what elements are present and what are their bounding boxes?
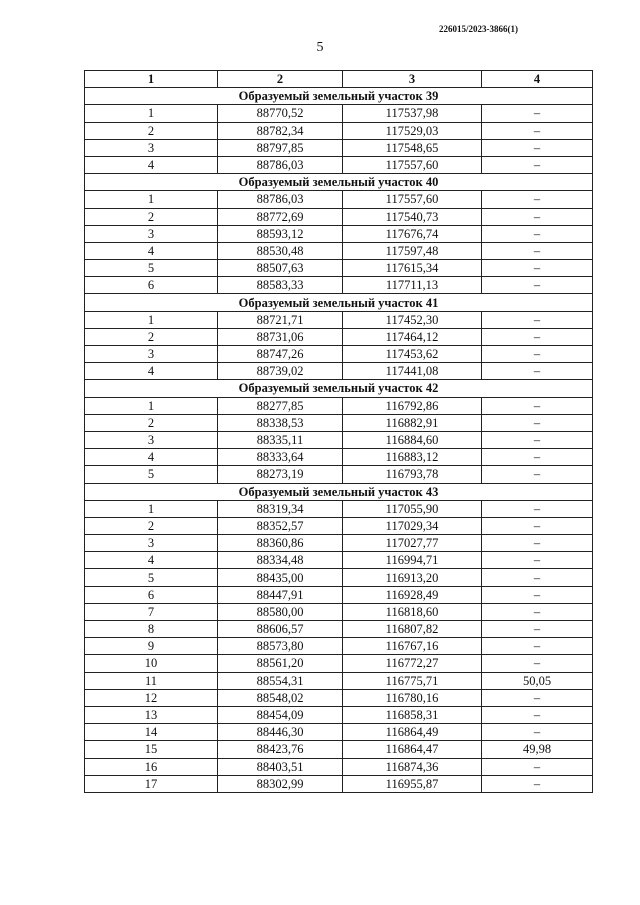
column-4-cell: – <box>482 689 593 706</box>
y-coordinate-cell: 116807,82 <box>343 621 482 638</box>
table-row <box>85 466 593 483</box>
y-coordinate-cell: 117029,34 <box>343 517 482 534</box>
column-4-cell: – <box>482 655 593 672</box>
column-4-cell: – <box>482 517 593 534</box>
page-number: 5 <box>316 40 324 55</box>
point-number-cell: 6 <box>85 586 218 603</box>
table-row <box>85 122 593 139</box>
table-row <box>85 139 593 156</box>
y-coordinate-cell: 116858,31 <box>343 706 482 723</box>
x-coordinate-cell: 88530,48 <box>218 242 343 259</box>
table-row <box>85 638 593 655</box>
x-coordinate-cell: 88334,48 <box>218 552 343 569</box>
y-coordinate-cell: 116775,71 <box>343 672 482 689</box>
column-4-cell: – <box>482 363 593 380</box>
table-row <box>85 328 593 345</box>
y-coordinate-cell: 116994,71 <box>343 552 482 569</box>
column-4-cell: – <box>482 638 593 655</box>
y-coordinate-cell: 117557,60 <box>343 191 482 208</box>
y-coordinate-cell: 117027,77 <box>343 535 482 552</box>
column-4-cell: – <box>482 139 593 156</box>
column-4-cell: – <box>482 724 593 741</box>
x-coordinate-cell: 88786,03 <box>218 191 343 208</box>
section-header-row <box>85 294 593 311</box>
table-row <box>85 260 593 277</box>
coordinates-table <box>84 70 593 793</box>
table-row <box>85 311 593 328</box>
header-row <box>85 71 593 88</box>
column-4-cell: – <box>482 397 593 414</box>
point-number-cell: 9 <box>85 638 218 655</box>
table-row <box>85 191 593 208</box>
document-id: 226015/2023-3866(1) <box>439 24 518 34</box>
point-number-cell: 13 <box>85 706 218 723</box>
x-coordinate-cell: 88507,63 <box>218 260 343 277</box>
y-coordinate-cell: 116884,60 <box>343 431 482 448</box>
y-coordinate-cell: 117441,08 <box>343 363 482 380</box>
column-4-cell: – <box>482 603 593 620</box>
header-cell: 1 <box>85 71 218 88</box>
point-number-cell: 3 <box>85 139 218 156</box>
y-coordinate-cell: 117557,60 <box>343 156 482 173</box>
point-number-cell: 2 <box>85 122 218 139</box>
table-row <box>85 242 593 259</box>
table-row <box>85 397 593 414</box>
x-coordinate-cell: 88403,51 <box>218 758 343 775</box>
x-coordinate-cell: 88561,20 <box>218 655 343 672</box>
y-coordinate-cell: 116874,36 <box>343 758 482 775</box>
point-number-cell: 2 <box>85 414 218 431</box>
x-coordinate-cell: 88548,02 <box>218 689 343 706</box>
point-number-cell: 1 <box>85 191 218 208</box>
point-number-cell: 16 <box>85 758 218 775</box>
y-coordinate-cell: 116792,86 <box>343 397 482 414</box>
column-4-cell: – <box>482 414 593 431</box>
section-title: Образуемый земельный участок 42 <box>85 380 593 397</box>
table-row <box>85 603 593 620</box>
point-number-cell: 7 <box>85 603 218 620</box>
y-coordinate-cell: 117537,98 <box>343 105 482 122</box>
column-4-cell: – <box>482 156 593 173</box>
table-row <box>85 449 593 466</box>
column-4-cell: 49,98 <box>482 741 593 758</box>
header-cell: 3 <box>343 71 482 88</box>
point-number-cell: 3 <box>85 225 218 242</box>
header-cell: 2 <box>218 71 343 88</box>
y-coordinate-cell: 116772,27 <box>343 655 482 672</box>
column-4-cell: – <box>482 122 593 139</box>
point-number-cell: 4 <box>85 449 218 466</box>
x-coordinate-cell: 88772,69 <box>218 208 343 225</box>
point-number-cell: 15 <box>85 741 218 758</box>
column-4-cell: – <box>482 277 593 294</box>
x-coordinate-cell: 88580,00 <box>218 603 343 620</box>
table-row <box>85 535 593 552</box>
table-row <box>85 655 593 672</box>
y-coordinate-cell: 116864,47 <box>343 741 482 758</box>
table-row <box>85 517 593 534</box>
column-4-cell: 50,05 <box>482 672 593 689</box>
column-4-cell: – <box>482 706 593 723</box>
x-coordinate-cell: 88447,91 <box>218 586 343 603</box>
point-number-cell: 4 <box>85 156 218 173</box>
table-row <box>85 689 593 706</box>
point-number-cell: 14 <box>85 724 218 741</box>
column-4-cell: – <box>482 535 593 552</box>
point-number-cell: 1 <box>85 500 218 517</box>
column-4-cell: – <box>482 466 593 483</box>
y-coordinate-cell: 116767,16 <box>343 638 482 655</box>
table-row <box>85 569 593 586</box>
point-number-cell: 1 <box>85 311 218 328</box>
x-coordinate-cell: 88797,85 <box>218 139 343 156</box>
point-number-cell: 2 <box>85 208 218 225</box>
column-4-cell: – <box>482 758 593 775</box>
table-row <box>85 346 593 363</box>
section-header-row <box>85 483 593 500</box>
table-row <box>85 586 593 603</box>
x-coordinate-cell: 88333,64 <box>218 449 343 466</box>
point-number-cell: 3 <box>85 431 218 448</box>
y-coordinate-cell: 117529,03 <box>343 122 482 139</box>
point-number-cell: 17 <box>85 775 218 792</box>
section-header-row <box>85 380 593 397</box>
column-4-cell: – <box>482 346 593 363</box>
x-coordinate-cell: 88335,11 <box>218 431 343 448</box>
table-body <box>85 88 593 793</box>
column-4-cell: – <box>482 431 593 448</box>
column-4-cell: – <box>482 242 593 259</box>
section-title: Образуемый земельный участок 39 <box>85 88 593 105</box>
point-number-cell: 4 <box>85 242 218 259</box>
point-number-cell: 2 <box>85 328 218 345</box>
x-coordinate-cell: 88583,33 <box>218 277 343 294</box>
table-row <box>85 277 593 294</box>
x-coordinate-cell: 88446,30 <box>218 724 343 741</box>
column-4-cell: – <box>482 552 593 569</box>
column-4-cell: – <box>482 569 593 586</box>
table-row <box>85 672 593 689</box>
x-coordinate-cell: 88454,09 <box>218 706 343 723</box>
column-4-cell: – <box>482 208 593 225</box>
table-row <box>85 552 593 569</box>
y-coordinate-cell: 117055,90 <box>343 500 482 517</box>
table-row <box>85 414 593 431</box>
column-4-cell: – <box>482 621 593 638</box>
y-coordinate-cell: 117676,74 <box>343 225 482 242</box>
column-4-cell: – <box>482 449 593 466</box>
section-title: Образуемый земельный участок 41 <box>85 294 593 311</box>
table-row <box>85 621 593 638</box>
column-4-cell: – <box>482 225 593 242</box>
y-coordinate-cell: 117548,65 <box>343 139 482 156</box>
y-coordinate-cell: 116864,49 <box>343 724 482 741</box>
table-row <box>85 225 593 242</box>
column-4-cell: – <box>482 105 593 122</box>
section-title: Образуемый земельный участок 43 <box>85 483 593 500</box>
y-coordinate-cell: 117453,62 <box>343 346 482 363</box>
x-coordinate-cell: 88435,00 <box>218 569 343 586</box>
x-coordinate-cell: 88352,57 <box>218 517 343 534</box>
point-number-cell: 5 <box>85 466 218 483</box>
point-number-cell: 4 <box>85 552 218 569</box>
y-coordinate-cell: 116780,16 <box>343 689 482 706</box>
x-coordinate-cell: 88573,80 <box>218 638 343 655</box>
y-coordinate-cell: 116928,49 <box>343 586 482 603</box>
x-coordinate-cell: 88423,76 <box>218 741 343 758</box>
point-number-cell: 6 <box>85 277 218 294</box>
y-coordinate-cell: 117597,48 <box>343 242 482 259</box>
point-number-cell: 11 <box>85 672 218 689</box>
table-row <box>85 431 593 448</box>
point-number-cell: 1 <box>85 105 218 122</box>
y-coordinate-cell: 116883,12 <box>343 449 482 466</box>
point-number-cell: 5 <box>85 260 218 277</box>
x-coordinate-cell: 88606,57 <box>218 621 343 638</box>
x-coordinate-cell: 88273,19 <box>218 466 343 483</box>
point-number-cell: 3 <box>85 535 218 552</box>
point-number-cell: 8 <box>85 621 218 638</box>
column-4-cell: – <box>482 586 593 603</box>
point-number-cell: 2 <box>85 517 218 534</box>
x-coordinate-cell: 88302,99 <box>218 775 343 792</box>
column-4-cell: – <box>482 775 593 792</box>
x-coordinate-cell: 88593,12 <box>218 225 343 242</box>
y-coordinate-cell: 117452,30 <box>343 311 482 328</box>
section-header-row <box>85 174 593 191</box>
table-row <box>85 741 593 758</box>
table-row <box>85 363 593 380</box>
column-4-cell: – <box>482 328 593 345</box>
point-number-cell: 3 <box>85 346 218 363</box>
x-coordinate-cell: 88731,06 <box>218 328 343 345</box>
x-coordinate-cell: 88277,85 <box>218 397 343 414</box>
y-coordinate-cell: 116882,91 <box>343 414 482 431</box>
table-row <box>85 758 593 775</box>
x-coordinate-cell: 88360,86 <box>218 535 343 552</box>
column-4-cell: – <box>482 311 593 328</box>
x-coordinate-cell: 88739,02 <box>218 363 343 380</box>
x-coordinate-cell: 88782,34 <box>218 122 343 139</box>
table-row <box>85 208 593 225</box>
y-coordinate-cell: 116793,78 <box>343 466 482 483</box>
point-number-cell: 12 <box>85 689 218 706</box>
x-coordinate-cell: 88747,26 <box>218 346 343 363</box>
point-number-cell: 4 <box>85 363 218 380</box>
x-coordinate-cell: 88338,53 <box>218 414 343 431</box>
y-coordinate-cell: 116913,20 <box>343 569 482 586</box>
table-row <box>85 156 593 173</box>
section-header-row <box>85 88 593 105</box>
point-number-cell: 10 <box>85 655 218 672</box>
y-coordinate-cell: 117540,73 <box>343 208 482 225</box>
y-coordinate-cell: 116818,60 <box>343 603 482 620</box>
table-row <box>85 775 593 792</box>
y-coordinate-cell: 116955,87 <box>343 775 482 792</box>
x-coordinate-cell: 88786,03 <box>218 156 343 173</box>
table-row <box>85 105 593 122</box>
x-coordinate-cell: 88554,31 <box>218 672 343 689</box>
x-coordinate-cell: 88319,34 <box>218 500 343 517</box>
table-row <box>85 706 593 723</box>
column-4-cell: – <box>482 500 593 517</box>
table-row <box>85 500 593 517</box>
y-coordinate-cell: 117615,34 <box>343 260 482 277</box>
point-number-cell: 1 <box>85 397 218 414</box>
x-coordinate-cell: 88770,52 <box>218 105 343 122</box>
y-coordinate-cell: 117464,12 <box>343 328 482 345</box>
column-4-cell: – <box>482 260 593 277</box>
header-cell: 4 <box>482 71 593 88</box>
point-number-cell: 5 <box>85 569 218 586</box>
section-title: Образуемый земельный участок 40 <box>85 174 593 191</box>
column-4-cell: – <box>482 191 593 208</box>
x-coordinate-cell: 88721,71 <box>218 311 343 328</box>
y-coordinate-cell: 117711,13 <box>343 277 482 294</box>
table-row <box>85 724 593 741</box>
